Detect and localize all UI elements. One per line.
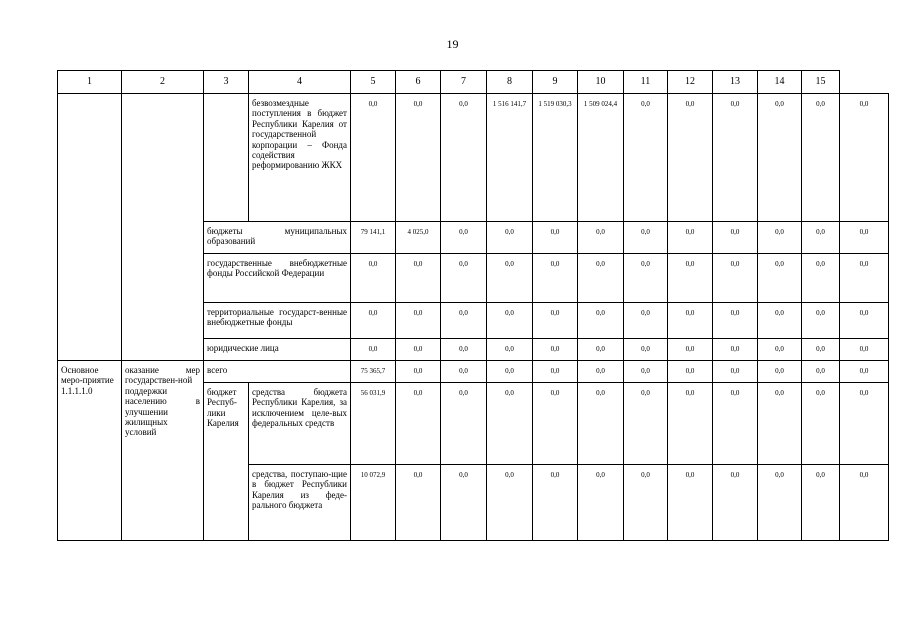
value-cell: 0,0 xyxy=(840,94,889,222)
blank-cell-col2 xyxy=(122,94,204,361)
value-cell: 0,0 xyxy=(840,254,889,303)
value-cell: 0,0 xyxy=(624,465,668,541)
value-cell: 0,0 xyxy=(578,254,624,303)
value-cell: 0,0 xyxy=(624,254,668,303)
row-label: безвозмездные поступления в бюджет Республики Карелия от государственной корпорации – Фонда содействия реформированию ЖКХ xyxy=(249,94,351,222)
value-cell: 0,0 xyxy=(533,383,578,465)
header-cell-8: 8 xyxy=(487,71,533,94)
value-cell: 0,0 xyxy=(668,339,713,361)
value-cell: 0,0 xyxy=(713,361,758,383)
header-cell-15: 15 xyxy=(802,71,840,94)
value-cell: 0,0 xyxy=(487,465,533,541)
value-cell: 0,0 xyxy=(441,339,487,361)
value-cell: 0,0 xyxy=(758,254,802,303)
value-cell: 0,0 xyxy=(533,361,578,383)
value-cell: 0,0 xyxy=(396,94,441,222)
table-row xyxy=(58,361,889,383)
row-label: государственные внебюджетные фонды Российской Федерации xyxy=(204,254,351,303)
value-cell: 0,0 xyxy=(758,222,802,254)
value-cell: 0,0 xyxy=(802,303,840,339)
value-cell: 0,0 xyxy=(396,465,441,541)
value-cell: 0,0 xyxy=(441,303,487,339)
value-cell: 0,0 xyxy=(624,222,668,254)
value-cell: 0,0 xyxy=(802,339,840,361)
value-cell: 0,0 xyxy=(840,465,889,541)
value-cell: 0,0 xyxy=(487,222,533,254)
header-cell-7: 7 xyxy=(441,71,487,94)
value-cell: 0,0 xyxy=(578,339,624,361)
value-cell: 79 141,1 xyxy=(351,222,396,254)
value-cell: 0,0 xyxy=(668,254,713,303)
value-cell: 0,0 xyxy=(668,383,713,465)
value-cell: 0,0 xyxy=(624,303,668,339)
value-cell: 0,0 xyxy=(802,383,840,465)
header-cell-13: 13 xyxy=(713,71,758,94)
value-cell: 0,0 xyxy=(840,303,889,339)
value-cell: 0,0 xyxy=(487,383,533,465)
value-cell: 0,0 xyxy=(758,465,802,541)
value-cell: 0,0 xyxy=(396,254,441,303)
value-cell: 0,0 xyxy=(758,94,802,222)
value-cell: 0,0 xyxy=(758,303,802,339)
header-row xyxy=(58,71,889,94)
value-cell: 0,0 xyxy=(713,222,758,254)
value-cell: 0,0 xyxy=(441,254,487,303)
value-cell: 0,0 xyxy=(668,222,713,254)
value-cell: 0,0 xyxy=(802,254,840,303)
value-cell: 0,0 xyxy=(713,94,758,222)
value-cell: 0,0 xyxy=(533,254,578,303)
value-cell: 4 025,0 xyxy=(396,222,441,254)
header-cell-14: 14 xyxy=(758,71,802,94)
value-cell: 1 516 141,7 xyxy=(487,94,533,222)
row-label: всего xyxy=(204,361,351,383)
value-cell: 0,0 xyxy=(487,361,533,383)
row-label: юридические лица xyxy=(204,339,351,361)
value-cell: 0,0 xyxy=(668,465,713,541)
value-cell: 0,0 xyxy=(668,303,713,339)
value-cell: 10 072,9 xyxy=(351,465,396,541)
value-cell: 0,0 xyxy=(802,94,840,222)
header-cell-12: 12 xyxy=(668,71,713,94)
value-cell: 0,0 xyxy=(624,361,668,383)
page-number: 19 xyxy=(446,37,459,51)
value-cell: 0,0 xyxy=(441,383,487,465)
header-cell-3: 3 xyxy=(204,71,249,94)
row-label: средства бюджета Республики Карелия, за исключением целе-вых федеральных средств xyxy=(249,383,351,465)
value-cell: 0,0 xyxy=(487,339,533,361)
value-cell: 0,0 xyxy=(441,222,487,254)
header-cell-10: 10 xyxy=(578,71,624,94)
value-cell: 0,0 xyxy=(533,465,578,541)
value-cell: 0,0 xyxy=(802,465,840,541)
value-cell: 1 519 030,3 xyxy=(533,94,578,222)
value-cell: 56 031,9 xyxy=(351,383,396,465)
header-cell-5: 5 xyxy=(351,71,396,94)
measure-name: оказание мер государствен-ной поддержки населению в улучшении жилищных условий xyxy=(122,361,204,541)
budget-group-label: бюджет Респуб-лики Карелия xyxy=(204,383,249,541)
value-cell: 0,0 xyxy=(758,383,802,465)
value-cell: 0,0 xyxy=(668,361,713,383)
value-cell: 0,0 xyxy=(396,339,441,361)
header-cell-1: 1 xyxy=(58,71,122,94)
value-cell: 0,0 xyxy=(351,94,396,222)
row-label: средства, поступаю-щие в бюджет Республики Карелия из феде-рального бюджета xyxy=(249,465,351,541)
value-cell: 0,0 xyxy=(396,303,441,339)
value-cell: 0,0 xyxy=(351,303,396,339)
value-cell: 0,0 xyxy=(624,339,668,361)
value-cell: 75 365,7 xyxy=(351,361,396,383)
value-cell: 0,0 xyxy=(758,361,802,383)
blank-cell-col1 xyxy=(58,94,122,361)
value-cell: 0,0 xyxy=(578,222,624,254)
value-cell: 0,0 xyxy=(396,383,441,465)
blank-cell-col3 xyxy=(204,94,249,222)
value-cell: 0,0 xyxy=(351,339,396,361)
value-cell: 0,0 xyxy=(802,222,840,254)
value-cell: 0,0 xyxy=(802,361,840,383)
header-cell-9: 9 xyxy=(533,71,578,94)
table-row xyxy=(58,94,889,222)
value-cell: 0,0 xyxy=(441,465,487,541)
row-label: бюджеты муниципальных образований xyxy=(204,222,351,254)
value-cell: 0,0 xyxy=(840,361,889,383)
value-cell: 0,0 xyxy=(840,383,889,465)
value-cell: 0,0 xyxy=(713,383,758,465)
value-cell: 1 509 024,4 xyxy=(578,94,624,222)
value-cell: 0,0 xyxy=(713,339,758,361)
value-cell: 0,0 xyxy=(758,339,802,361)
value-cell: 0,0 xyxy=(441,94,487,222)
measure-code: Основное меро-приятие 1.1.1.1.0 xyxy=(58,361,122,541)
value-cell: 0,0 xyxy=(624,383,668,465)
header-cell-6: 6 xyxy=(396,71,441,94)
budget-table xyxy=(57,70,889,541)
value-cell: 0,0 xyxy=(624,94,668,222)
value-cell: 0,0 xyxy=(441,361,487,383)
value-cell: 0,0 xyxy=(578,361,624,383)
value-cell: 0,0 xyxy=(533,339,578,361)
header-cell-11: 11 xyxy=(624,71,668,94)
value-cell: 0,0 xyxy=(578,303,624,339)
value-cell: 0,0 xyxy=(713,303,758,339)
header-cell-2: 2 xyxy=(122,71,204,94)
value-cell: 0,0 xyxy=(840,339,889,361)
value-cell: 0,0 xyxy=(533,303,578,339)
value-cell: 0,0 xyxy=(487,303,533,339)
header-cell-4: 4 xyxy=(249,71,351,94)
value-cell: 0,0 xyxy=(578,465,624,541)
row-label: территориальные государст-венные внебюджетные фонды xyxy=(204,303,351,339)
value-cell: 0,0 xyxy=(713,465,758,541)
value-cell: 0,0 xyxy=(713,254,758,303)
value-cell: 0,0 xyxy=(487,254,533,303)
value-cell: 0,0 xyxy=(578,383,624,465)
value-cell: 0,0 xyxy=(351,254,396,303)
value-cell: 0,0 xyxy=(396,361,441,383)
value-cell: 0,0 xyxy=(668,94,713,222)
value-cell: 0,0 xyxy=(533,222,578,254)
value-cell: 0,0 xyxy=(840,222,889,254)
